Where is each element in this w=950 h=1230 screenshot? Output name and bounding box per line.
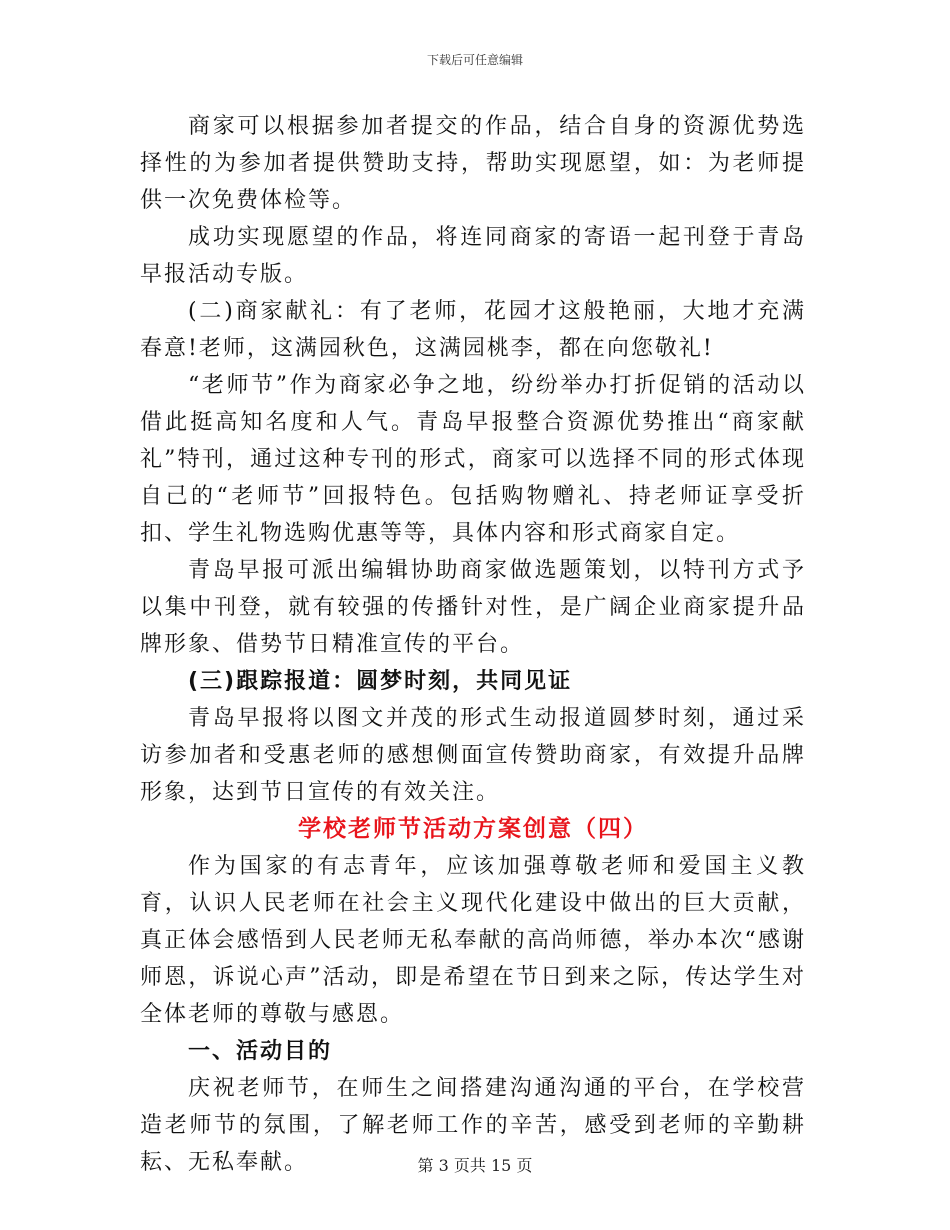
paragraph-editor-planning: 青岛早报可派出编辑协助商家做选题策划，以特刊方式予以集中刊登，就有较强的传播针对性，是广阔企业商家提升品牌形象、借势节日精准宣传的平台。 (140, 558, 806, 657)
section-title-plan-four: 学校老师节活动方案创意（四） (298, 816, 648, 842)
paragraph-purpose: 庆祝老师节，在师生之间搭建沟通沟通的平台，在学校营造老师节的氛围，了解老师工作的辛苦，感受到老师的辛勤耕耘、无私奉献。 (140, 1076, 806, 1175)
page-header: 下载后可任意编辑 (426, 53, 523, 67)
section-heading-tracking-report: (三)跟踪报道：圆梦时刻，共同见证 (188, 669, 573, 694)
paragraph-special-issue: “老师节”作为商家必争之地，纷纷举办打折促销的活动以借此挺高知名度和人气。青岛早报整合资源优势推出“商家献礼”特刊，通过这种专刊的形式，商家可以选择不同的形式体现自己的“老师节”回报特色。包括购物赠礼、持老师证享受折扣、学生礼物选购优惠等等，具体内容和形式商家自定。 (140, 373, 806, 546)
paragraph-intro: 作为国家的有志青年，应该加强尊敬老师和爱国主义教育，认识人民老师在社会主义现代化建设中做出的巨大贡献，真正体会感悟到人民老师无私奉献的高尚师德，举办本次“感谢师恩，诉说心声”活动，即是希望在节日到来之际，传达学生对全体老师的尊敬与感恩。 (140, 854, 806, 1027)
paragraph-tracking-report: 青岛早报将以图文并茂的形式生动报道圆梦时刻，通过采访参加者和受惠老师的感想侧面宣传赞助商家，有效提升品牌形象，达到节日宣传的有效关注。 (140, 706, 806, 805)
paragraph-publish-works: 成功实现愿望的作品，将连同商家的寄语一起刊登于青岛早报活动专版。 (140, 225, 806, 287)
paragraph-merchant-gift: (二)商家献礼：有了老师，花园才这般艳丽，大地才充满春意!老师，这满园秋色，这满园桃李，都在向您敬礼! (140, 299, 806, 361)
page-footer: 第 3 页共 15 页 (417, 1156, 533, 1175)
document-body (140, 108, 806, 1181)
paragraph-sponsor-support: 商家可以根据参加者提交的作品，结合自身的资源优势选择性的为参加者提供赞助支持，帮助实现愿望，如：为老师提供一次免费体检等。 (140, 114, 806, 213)
section-heading-purpose: 一、活动目的 (188, 1039, 333, 1064)
